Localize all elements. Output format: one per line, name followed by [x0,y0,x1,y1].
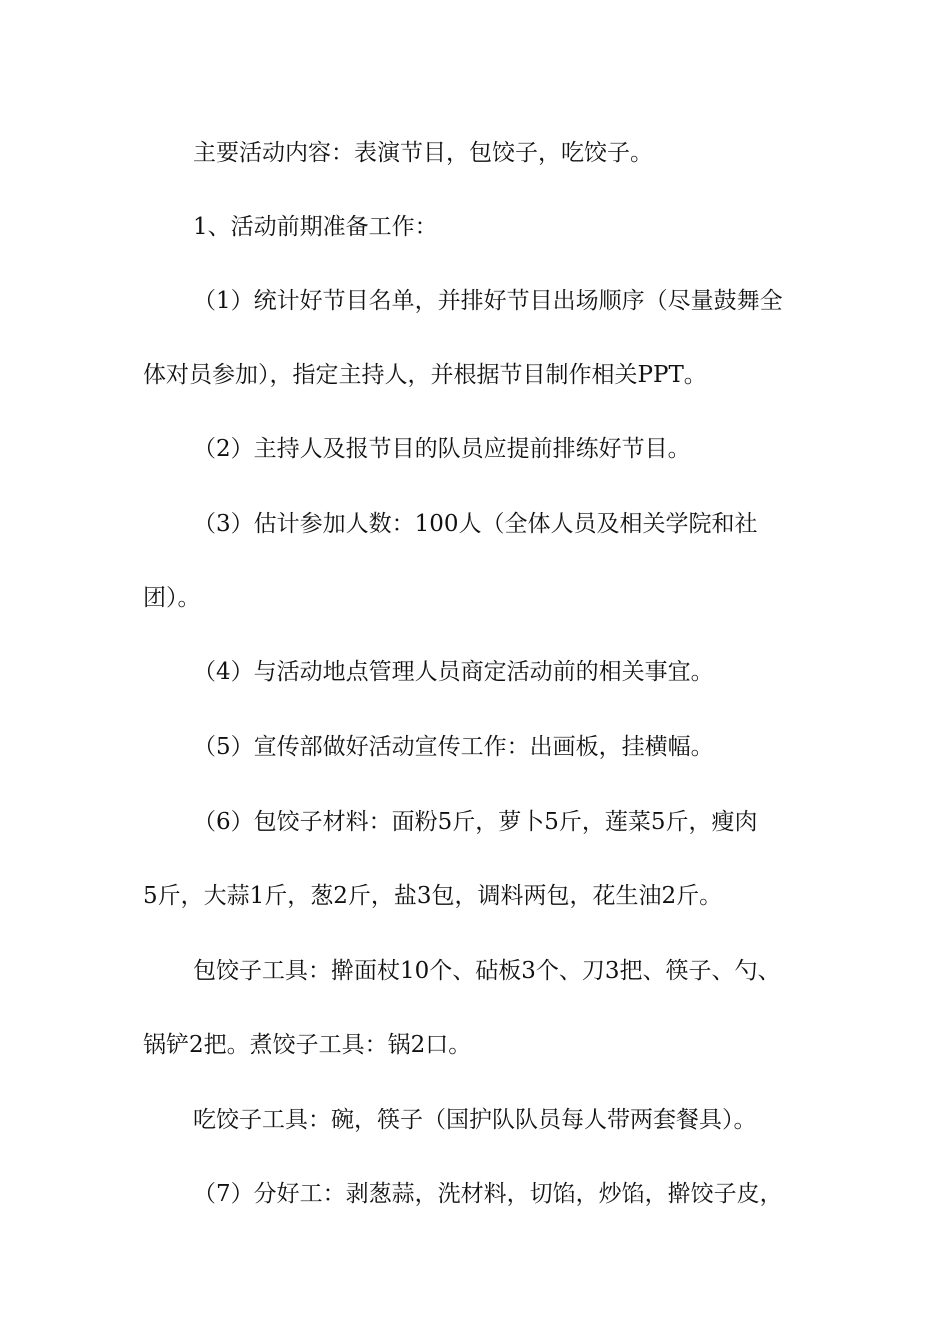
paragraph-eating-tools: 吃饺子工具：碗，筷子（国护队队员每人带两套餐具）。 [193,1107,757,1133]
paragraph-item-1-line-1: （1）统计好节目名单，并排好节目出场顺序（尽量鼓舞全 [193,288,783,314]
paragraph-item-2: （2）主持人及报节目的队员应提前排练好节目。 [193,436,691,462]
paragraph-item-7: （7）分好工：剥葱蒜，洗材料，切馅，炒馅，擀饺子皮， [193,1181,783,1207]
paragraph-main-activities: 主要活动内容：表演节目，包饺子，吃饺子。 [193,140,653,166]
paragraph-item-1-line-2: 体对员参加），指定主持人，并根据节目制作相关PPT。 [143,362,707,388]
paragraph-item-3-line-1: （3）估计参加人数：100人（全体人员及相关学院和社 [193,511,758,537]
section-heading-preparation: 1、活动前期准备工作： [193,214,438,240]
paragraph-item-6-line-1: （6）包饺子材料：面粉5斤，萝卜5斤，莲菜5斤，瘦肉 [193,809,758,835]
paragraph-item-4: （4）与活动地点管理人员商定活动前的相关事宜。 [193,659,714,685]
paragraph-tools-line-1: 包饺子工具：擀面杖10个、砧板3个、刀3把、筷子、勺、 [193,958,781,984]
paragraph-item-3-line-2: 团）。 [143,585,201,611]
paragraph-item-5: （5）宣传部做好活动宣传工作：出画板，挂横幅。 [193,734,714,760]
paragraph-item-6-line-2: 5斤，大蒜1斤，葱2斤，盐3包，调料两包，花生油2斤。 [143,883,723,909]
paragraph-tools-line-2: 锅铲2把。煮饺子工具：锅2口。 [143,1032,472,1058]
